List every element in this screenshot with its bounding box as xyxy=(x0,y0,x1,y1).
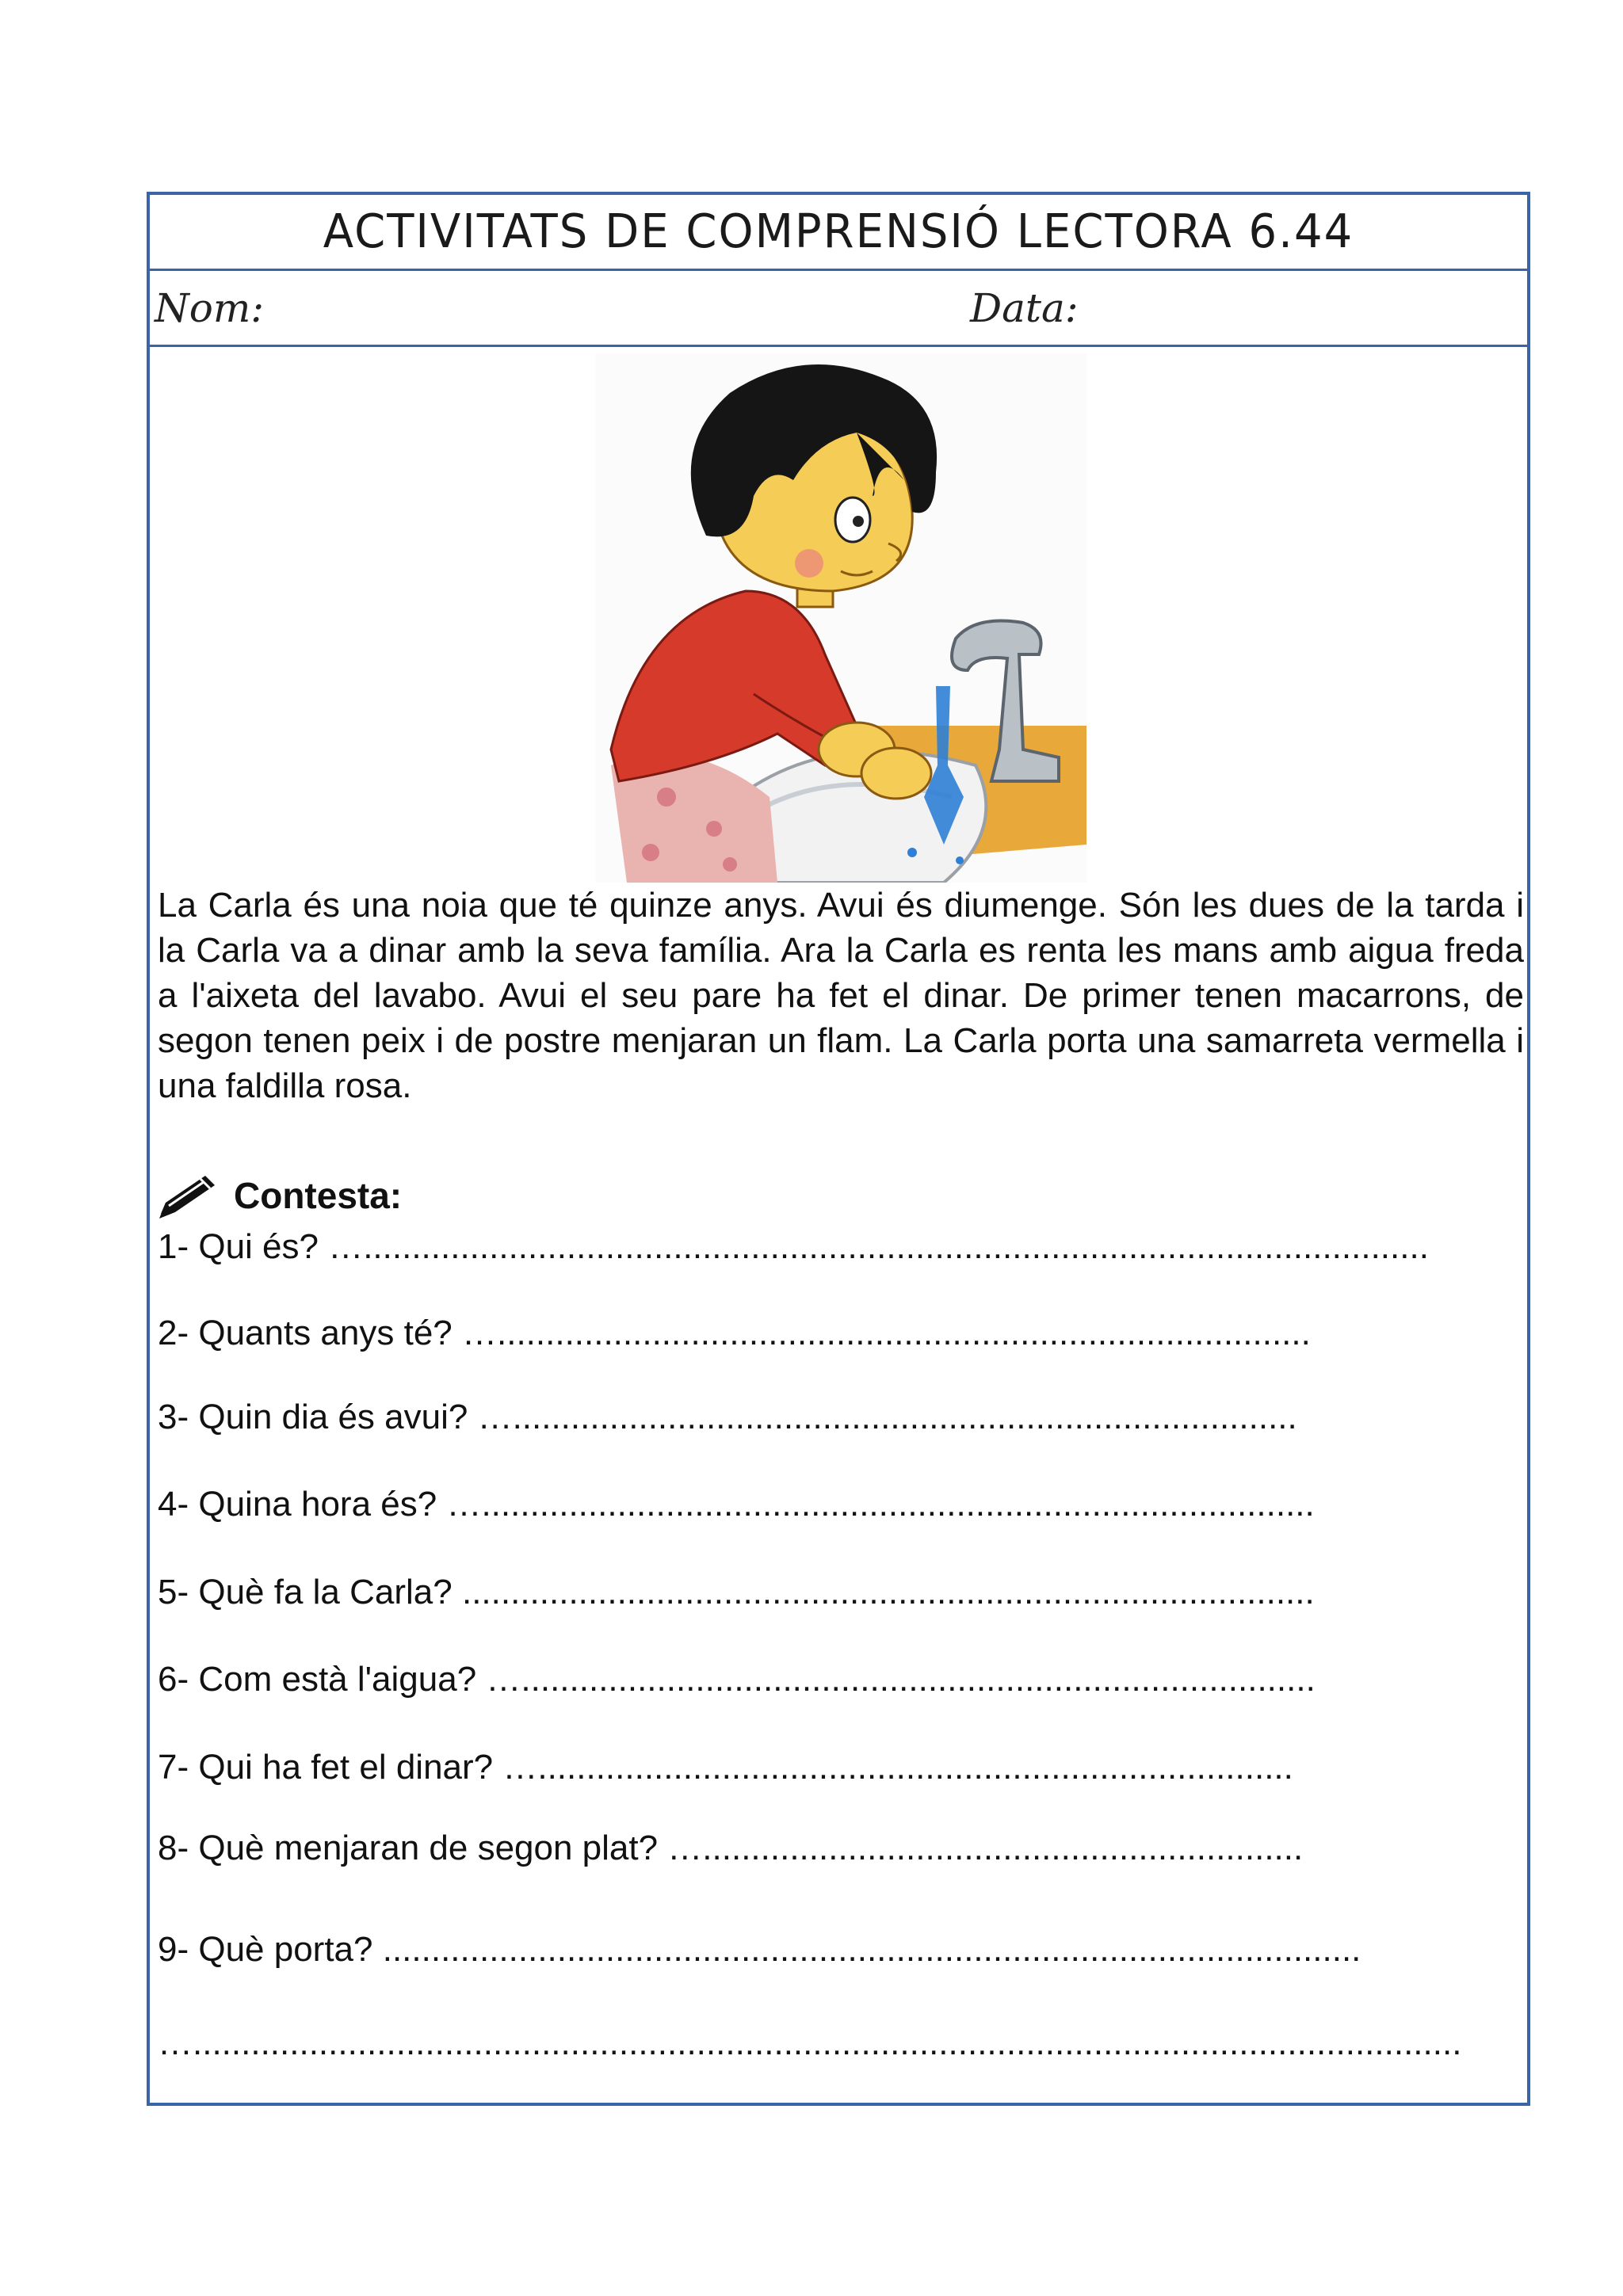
answer-section-label: Contesta: xyxy=(234,1175,403,1216)
answer-line-extra[interactable]: …................................................................................................................................... xyxy=(158,2023,1462,2062)
question-5[interactable]: 5- Què fa la Carla? ........................................................................................ xyxy=(158,1573,1315,1611)
page-title: ACTIVITATS DE COMPRENSIÓ LECTORA 6.44 xyxy=(323,204,1354,259)
question-8[interactable]: 8- Què menjaran de segon plat? ….............................................................. xyxy=(158,1829,1304,1867)
question-9[interactable]: 9- Què porta? ..................................................................................................... xyxy=(158,1930,1361,1969)
worksheet-frame xyxy=(147,192,1530,2106)
title-row xyxy=(150,195,1527,271)
question-6[interactable]: 6- Com està l'aigua? ….................................................................................. xyxy=(158,1660,1316,1699)
answer-section-header xyxy=(156,1168,402,1223)
question-4[interactable]: 4- Quina hora és? …...................................................................................... xyxy=(158,1485,1315,1524)
reading-passage: La Carla és una noia que té quinze anys. Avui és diumenge. Són les dues de la tarda i la Carla va a dinar amb la seva família. Ara la Carla es renta les mans amb aigua freda a l'aixeta del lavabo. Avui el seu pare ha fet el dinar. De primer tenen macarrons, de segon tenen peix i de postre menjaran un flam. La Carla porta una samarreta vermella i una faldilla rosa. xyxy=(158,886,1524,1105)
name-label: Nom: xyxy=(155,285,265,331)
question-2[interactable]: 2- Quants anys té? ….................................................................................... xyxy=(158,1314,1311,1352)
date-label: Data: xyxy=(970,285,1079,331)
question-1[interactable]: 1- Qui és? ….............................................................................................................. xyxy=(158,1227,1429,1266)
girl-washing-hands-illustration xyxy=(595,353,1086,883)
question-7[interactable]: 7- Qui ha fet el dinar? ….............................................................................. xyxy=(158,1748,1293,1787)
pencil-icon xyxy=(156,1171,220,1220)
name-date-row xyxy=(150,271,1527,347)
question-3[interactable]: 3- Quin dia és avui? …................................................................................. xyxy=(158,1398,1297,1436)
